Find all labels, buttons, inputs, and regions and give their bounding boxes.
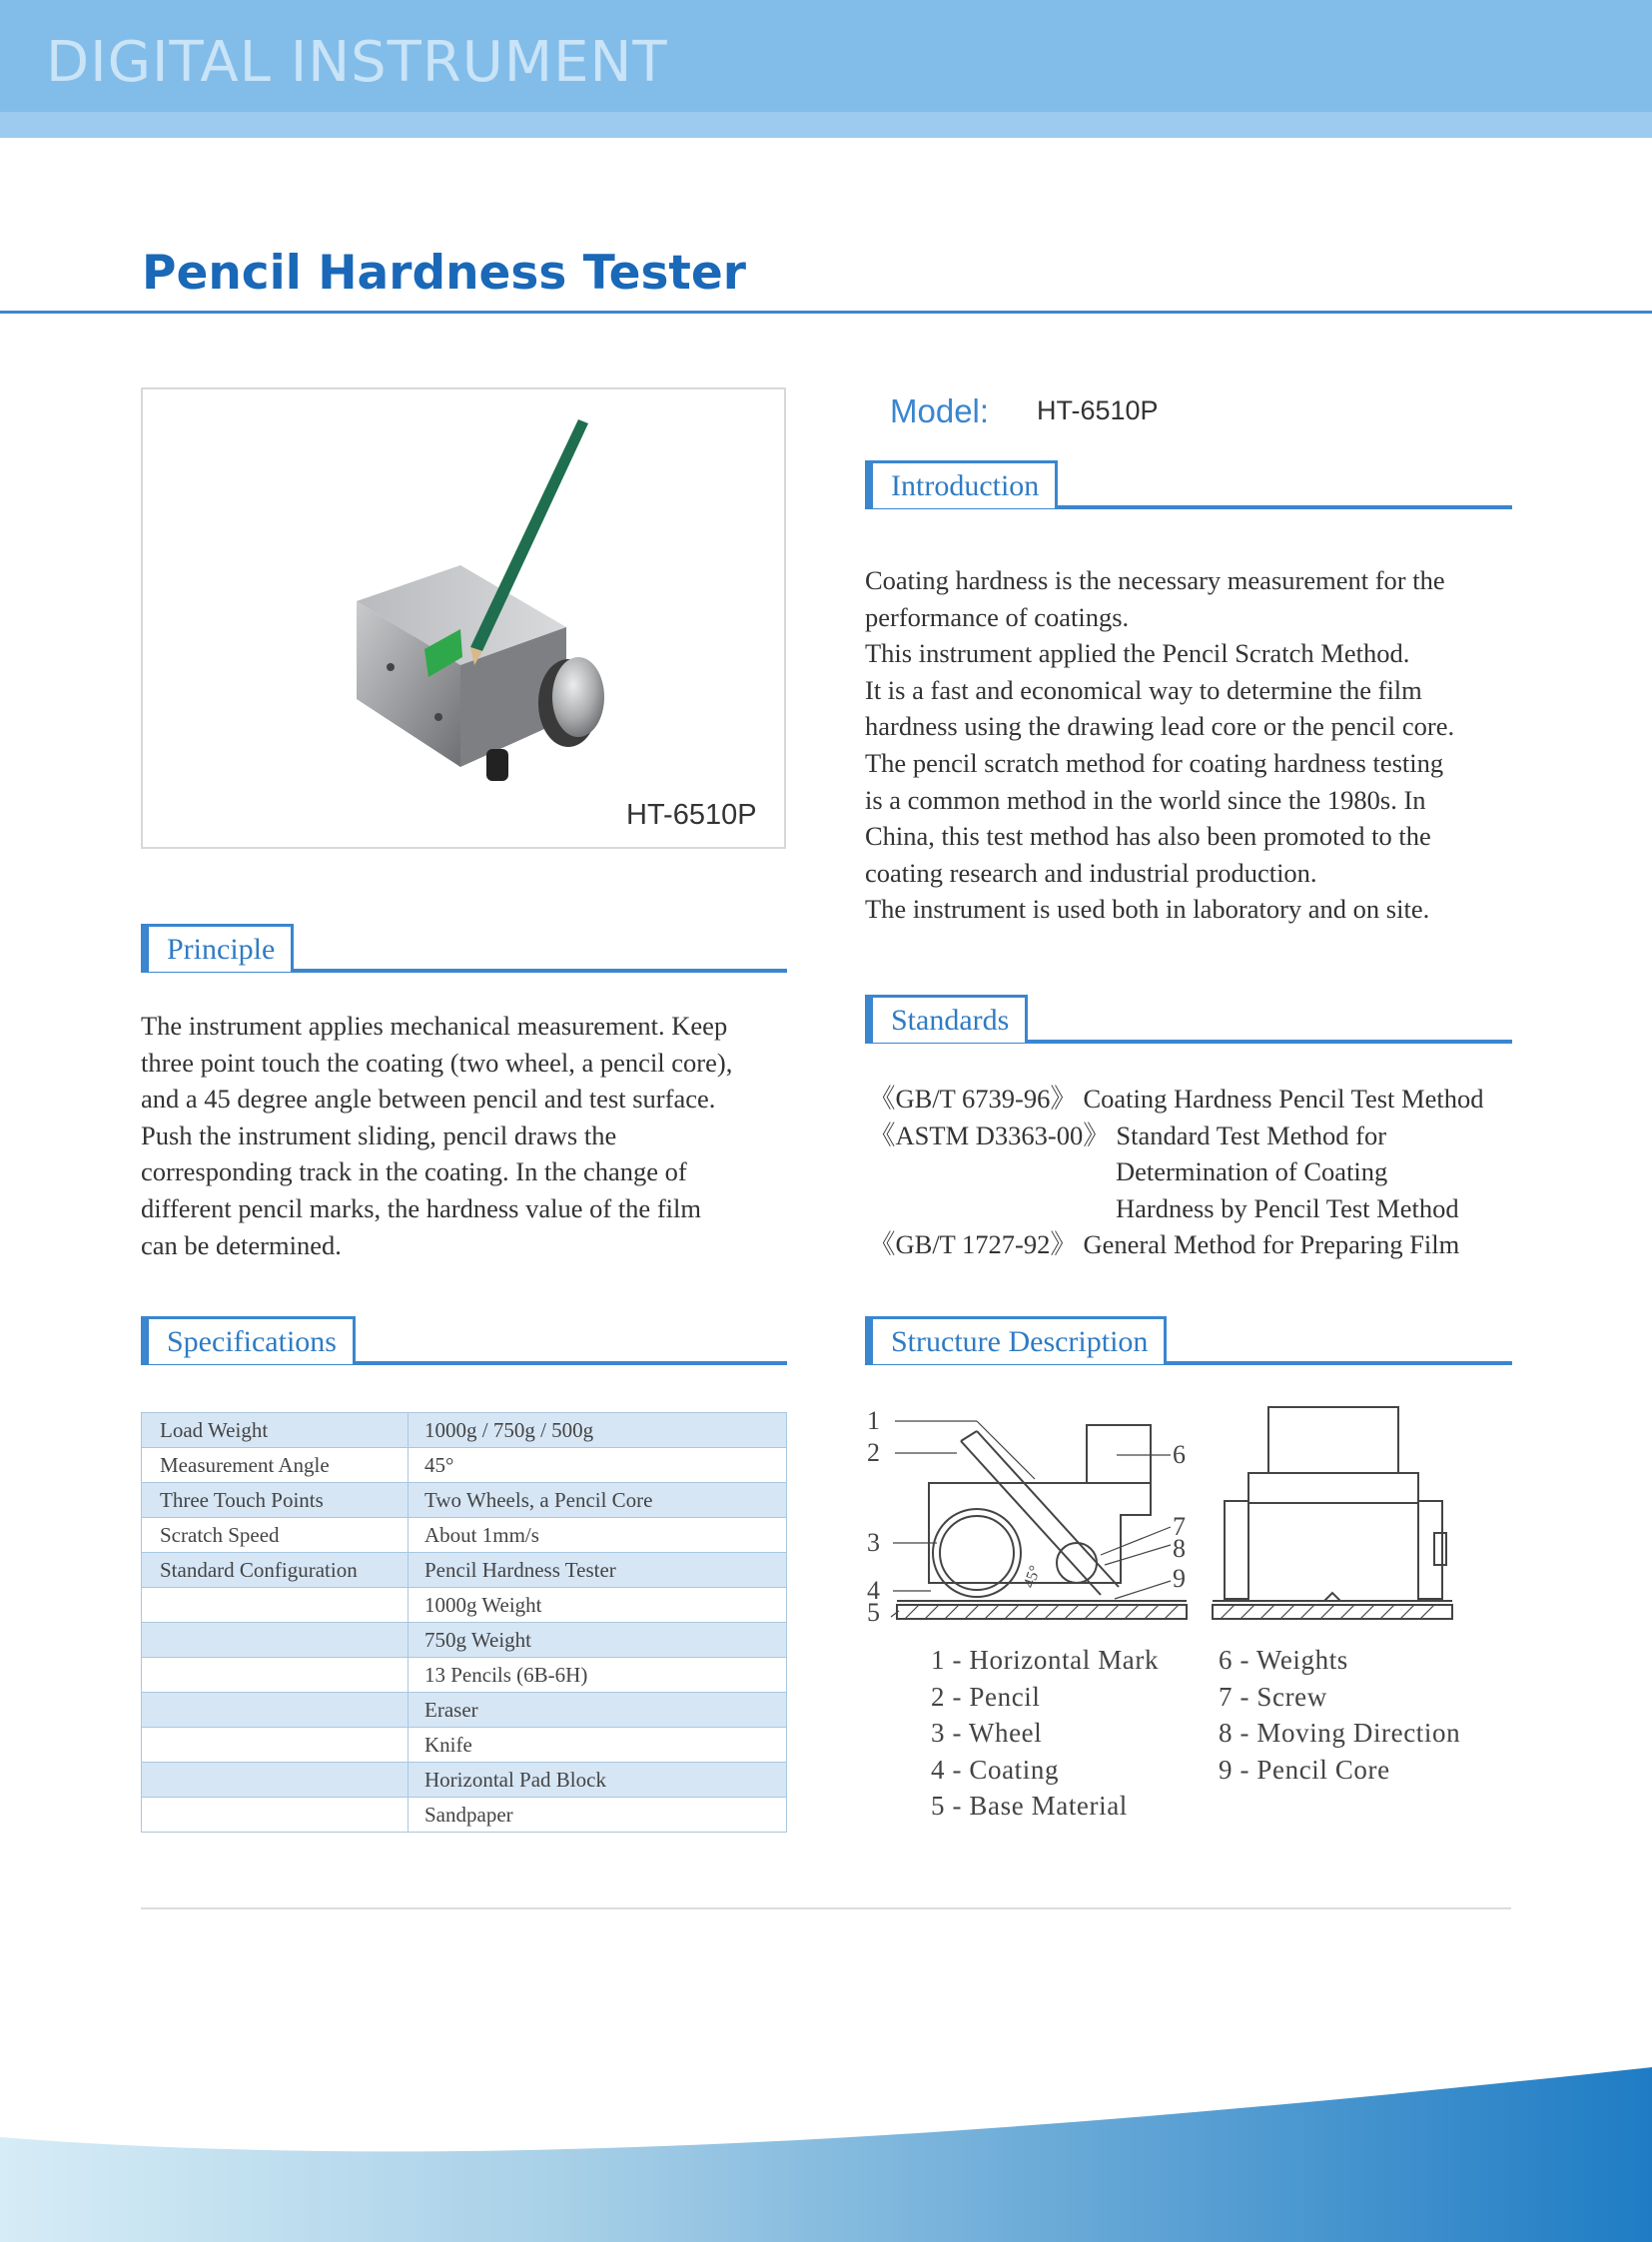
structure-legend-left: [931, 1642, 1159, 1825]
structure-heading: [865, 1316, 1512, 1368]
spec-name-cell: Standard Configuration: [142, 1553, 409, 1588]
principle-heading-label: Principle: [141, 924, 294, 972]
standard-title: Standard Test Method for: [1116, 1120, 1387, 1150]
diagram-number-7: 7: [1173, 1512, 1186, 1541]
angle-label: 45°: [1020, 1563, 1045, 1591]
structure-legend-right: [1219, 1642, 1460, 1788]
table-row: [142, 1728, 787, 1763]
title-divider: [0, 311, 1652, 314]
spec-name-cell: Measurement Angle: [142, 1448, 409, 1483]
structure-heading-label: Structure Description: [865, 1316, 1167, 1364]
table-row: [142, 1588, 787, 1623]
legend-item: 1 - Horizontal Mark: [931, 1645, 1160, 1675]
diagram-number-1: 1: [867, 1406, 880, 1435]
spec-name-cell: Three Touch Points: [142, 1483, 409, 1518]
model-value: HT-6510P: [1037, 395, 1159, 425]
spec-value-cell: 1000g / 750g / 500g: [409, 1413, 787, 1448]
diagram-number-3: 3: [867, 1528, 880, 1557]
spec-value-cell: Pencil Hardness Tester: [409, 1553, 787, 1588]
header-stripe: [0, 112, 1652, 138]
standard-item: [869, 1226, 1528, 1263]
table-row: [142, 1553, 787, 1588]
structure-diagram: [865, 1403, 1464, 1628]
specifications-table: [141, 1412, 787, 1833]
spec-name-cell: [142, 1763, 409, 1798]
standards-heading-label: Standards: [865, 995, 1028, 1043]
spec-value-cell: About 1mm/s: [409, 1518, 787, 1553]
specifications-heading-label: Specifications: [141, 1316, 356, 1364]
standard-title: Coating Hardness Pencil Test Method: [1083, 1084, 1484, 1114]
legend-item: 6 - Weights: [1219, 1645, 1348, 1675]
standards-list: [869, 1081, 1528, 1263]
table-row: [142, 1413, 787, 1448]
diagram-number-8: 8: [1173, 1534, 1186, 1563]
photo-caption: HT-6510P: [626, 799, 757, 831]
spec-name-cell: [142, 1588, 409, 1623]
spec-value-cell: Eraser: [409, 1693, 787, 1728]
introduction-heading: [865, 460, 1512, 512]
spec-value-cell: Horizontal Pad Block: [409, 1763, 787, 1798]
spec-name-cell: [142, 1728, 409, 1763]
diagram-number-9: 9: [1173, 1564, 1186, 1593]
standard-code: 《ASTM D3363-00》: [869, 1120, 1110, 1150]
spec-value-cell: 45°: [409, 1448, 787, 1483]
spec-name-cell: Load Weight: [142, 1413, 409, 1448]
standard-item: [869, 1081, 1528, 1118]
spec-value-cell: 1000g Weight: [409, 1588, 787, 1623]
standard-code: 《GB/T 1727-92》: [869, 1229, 1077, 1260]
specifications-heading: [141, 1316, 787, 1368]
legend-item: 5 - Base Material: [931, 1791, 1128, 1822]
diagram-number-2: 2: [867, 1438, 880, 1467]
principle-text: The instrument applies mechanical measurement. Keep three point touch the coating (two wheel, a pencil core), and a 45 degree angle between pencil and test surface. Push the instrument sliding, pencil draws the corresponding track in the coating. In the change of different pencil marks, the hardness value of the film can be determined.: [141, 1011, 733, 1260]
introduction-text: Coating hardness is the necessary measurement for the performance of coatings. This instrument applied the Pencil Scratch Method. It is a fast and economical way to determine the film hardness using the drawing lead core or the pencil core. The pencil scratch method for coating hardness testing is a common method in the world since the 1980s. In China, this test method has also been promoted to the coating research and industrial production. The instrument is used both in laboratory and on site.: [865, 565, 1455, 925]
footer-divider: [141, 1907, 1511, 1909]
principle-heading: [141, 924, 787, 976]
model-label: Model:: [890, 392, 990, 429]
table-row: [142, 1658, 787, 1693]
legend-item: 7 - Screw: [1219, 1681, 1327, 1712]
standards-heading: [865, 995, 1512, 1047]
standard-title-continued: Determination of Coating: [1116, 1156, 1388, 1187]
footer-wave: [0, 2017, 1652, 2242]
standard-code: 《GB/T 6739-96》: [869, 1084, 1077, 1114]
diagram-number-4: 4: [867, 1576, 880, 1605]
spec-name-cell: [142, 1623, 409, 1658]
spec-value-cell: Two Wheels, a Pencil Core: [409, 1483, 787, 1518]
spec-value-cell: 13 Pencils (6B-6H): [409, 1658, 787, 1693]
page-title: Pencil Hardness Tester: [142, 246, 746, 301]
standard-item: [869, 1118, 1528, 1154]
spec-name-cell: [142, 1798, 409, 1833]
standard-title-continued: Hardness by Pencil Test Method: [1116, 1192, 1459, 1223]
diagram-number-5: 5: [867, 1598, 880, 1627]
product-photo: [141, 387, 786, 849]
band-title: DIGITAL INSTRUMENT: [46, 30, 668, 95]
legend-item: 2 - Pencil: [931, 1681, 1041, 1712]
table-row: [142, 1448, 787, 1483]
legend-item: 9 - Pencil Core: [1219, 1754, 1390, 1785]
legend-item: 4 - Coating: [931, 1754, 1060, 1785]
table-row: [142, 1623, 787, 1658]
spec-value-cell: Sandpaper: [409, 1798, 787, 1833]
spec-name-cell: [142, 1693, 409, 1728]
introduction-heading-label: Introduction: [865, 460, 1058, 508]
table-row: [142, 1763, 787, 1798]
spec-value-cell: 750g Weight: [409, 1623, 787, 1658]
diagram-number-6: 6: [1173, 1440, 1186, 1469]
table-row: [142, 1693, 787, 1728]
table-row: [142, 1798, 787, 1833]
spec-name-cell: Scratch Speed: [142, 1518, 409, 1553]
legend-item: 8 - Moving Direction: [1219, 1718, 1461, 1749]
legend-item: 3 - Wheel: [931, 1718, 1043, 1749]
standard-title: General Method for Preparing Film: [1083, 1229, 1460, 1260]
spec-name-cell: [142, 1658, 409, 1693]
pencil-hardness-tester-illustration: [143, 389, 784, 847]
table-row: [142, 1518, 787, 1553]
spec-value-cell: Knife: [409, 1728, 787, 1763]
table-row: [142, 1483, 787, 1518]
